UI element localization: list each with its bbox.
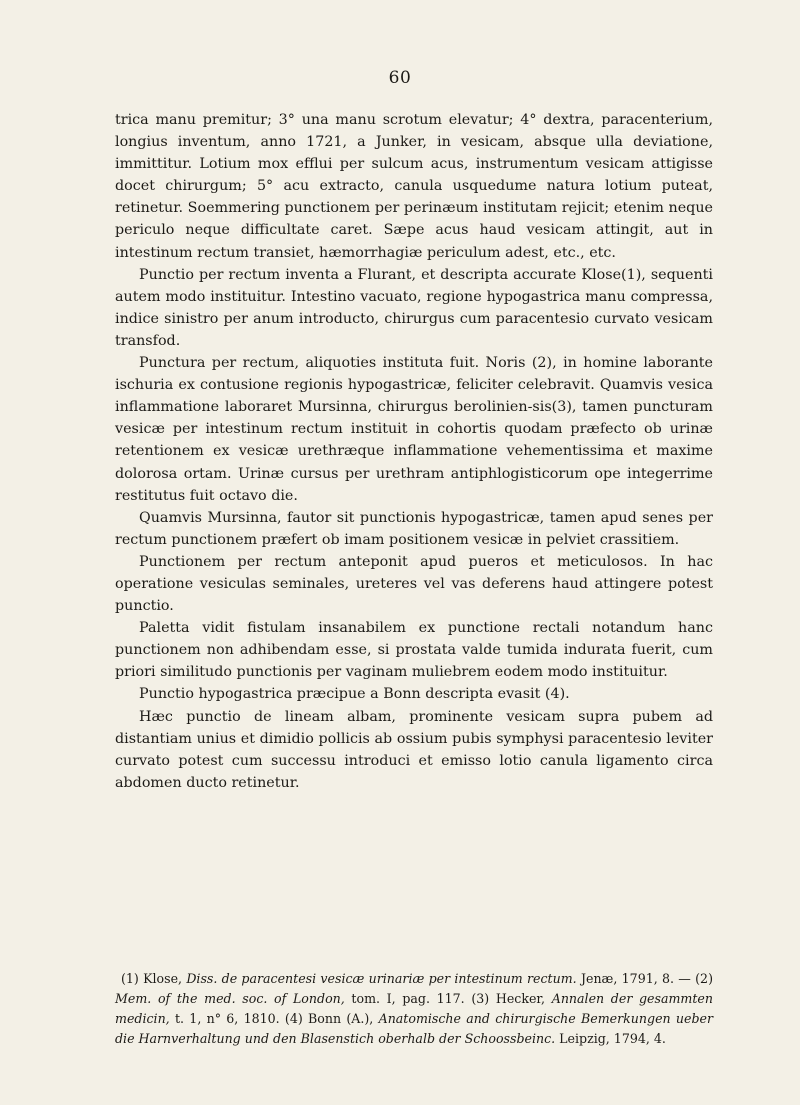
footnote-2-title: Mem. of the med. soc. of London, — [115, 991, 345, 1006]
footnote-3-details: t. 1, n° 6, 1810. — [169, 1011, 285, 1026]
paragraph-4: Quamvis Mursinna, fautor sit punctionis hypogastricæ, tamen apud senes per rectum punctionem præfert ob imam positionem vesicæ in pelviet crassitiem. — [115, 509, 713, 548]
footnote-2-details: tom. I, pag. 117. — [344, 991, 472, 1006]
paragraph-2: Punctio per rectum inventa a Flurant, et descripta accurate Klose(1), sequenti autem modo instituitur. Intestino vacuato, regione hypogastrica manu compressa, indice sinistro per anum introducto, chirurgus cum paracentesio curvato vesicam transfod. — [115, 266, 713, 349]
paragraph-6: Paletta vidit fistulam insanabilem ex punctione rectali notandum hanc punctionem non adhibendam esse, si prostata valde tumida indurata fuerit, cum priori similitudo punctionis per vaginam muliebrem eodem modo instituitur. — [115, 620, 713, 681]
page-number: 60 — [388, 68, 412, 88]
paragraph-8: Hæc punctio de lineam albam, prominente vesicam supra pubem ad distantiam unius et dimidio pollicis ab ossium pubis symphysi paracentesio leviter curvato potest cum successu introduci et emisso lotio canula ligamento circa abdomen ducto retinetur. — [115, 708, 713, 791]
footnote-3-number: (3) — [471, 991, 490, 1006]
footnote-4-author: Bonn (A.), — [302, 1011, 379, 1026]
paragraph-1: trica manu premitur; 3° una manu scrotum elevatur; 4° dextra, paracenterium, longius inventum, anno 1721, a Junker, in vesicam, absque ulla deviatione, immittitur. Lotium mox efflui per sulcum acus, instrumentum vesicam attigisse docet chirurgum; 5° acu extracto, canula usquedume natura lotium puteat, retinetur. Soemmering punctionem per perinæum institutam rejicit; etenim neque periculo neque difficultate caret. Sæpe acus haud vesicam attingit, aut in intestinum rectum transiet, hæmorrhagiæ periculum adest, etc., etc. — [115, 112, 713, 261]
footnote-4-title: Anatomische and chirurgische Bemerkungen ueber die Harnverhaltung und den Blasenstich oberhalb der Schoossbeinc. — [115, 1011, 714, 1046]
footnote-3-author: Hecker, — [489, 991, 552, 1006]
body-text — [115, 109, 713, 794]
footnote-1-number: (1) — [121, 971, 139, 986]
footnotes — [115, 969, 713, 1049]
footnote-1-details: Jenæ, 1791, 8. — — [576, 971, 696, 986]
footnote-4-number: (4) — [284, 1011, 303, 1026]
footnote-3-title: Annalen der gesammten medicin, — [115, 991, 713, 1026]
paragraph-3: Punctura per rectum, aliquoties instituta fuit. Noris (2), in homine laborante ischuria ex contusione regionis hypogastricæ, feliciter celebravit. Quamvis vesica inflammatione laboraret Mursinna, chirurgus berolinien-sis(3), tamen puncturam vesicæ per intestinum rectum instituit in cohortis quodam præfecto ob urinæ retentionem ex vesicæ urethræque inflammatione vehementissima et maxime dolorosa ortam. Urinæ cursus per urethram antiphlogisticorum ope integerrime restitutus fuit octavo die. — [115, 355, 713, 504]
paragraph-5: Punctionem per rectum anteponit apud pueros et meticulosos. In hac operatione vesiculas seminales, ureteres vel vas deferens haud attingere potest punctio. — [115, 553, 713, 615]
paragraph-7: Punctio hypogastrica præcipue a Bonn descripta evasit (4). — [139, 686, 570, 703]
footnote-2-number: (2) — [695, 971, 713, 986]
footnote-1-title: Diss. de paracentesi vesicæ urinariæ per intestinum rectum. — [186, 971, 577, 986]
footnote-1-author: Klose, — [138, 971, 187, 986]
footnote-4-details: Leipzig, 1794, 4. — [555, 1031, 666, 1046]
